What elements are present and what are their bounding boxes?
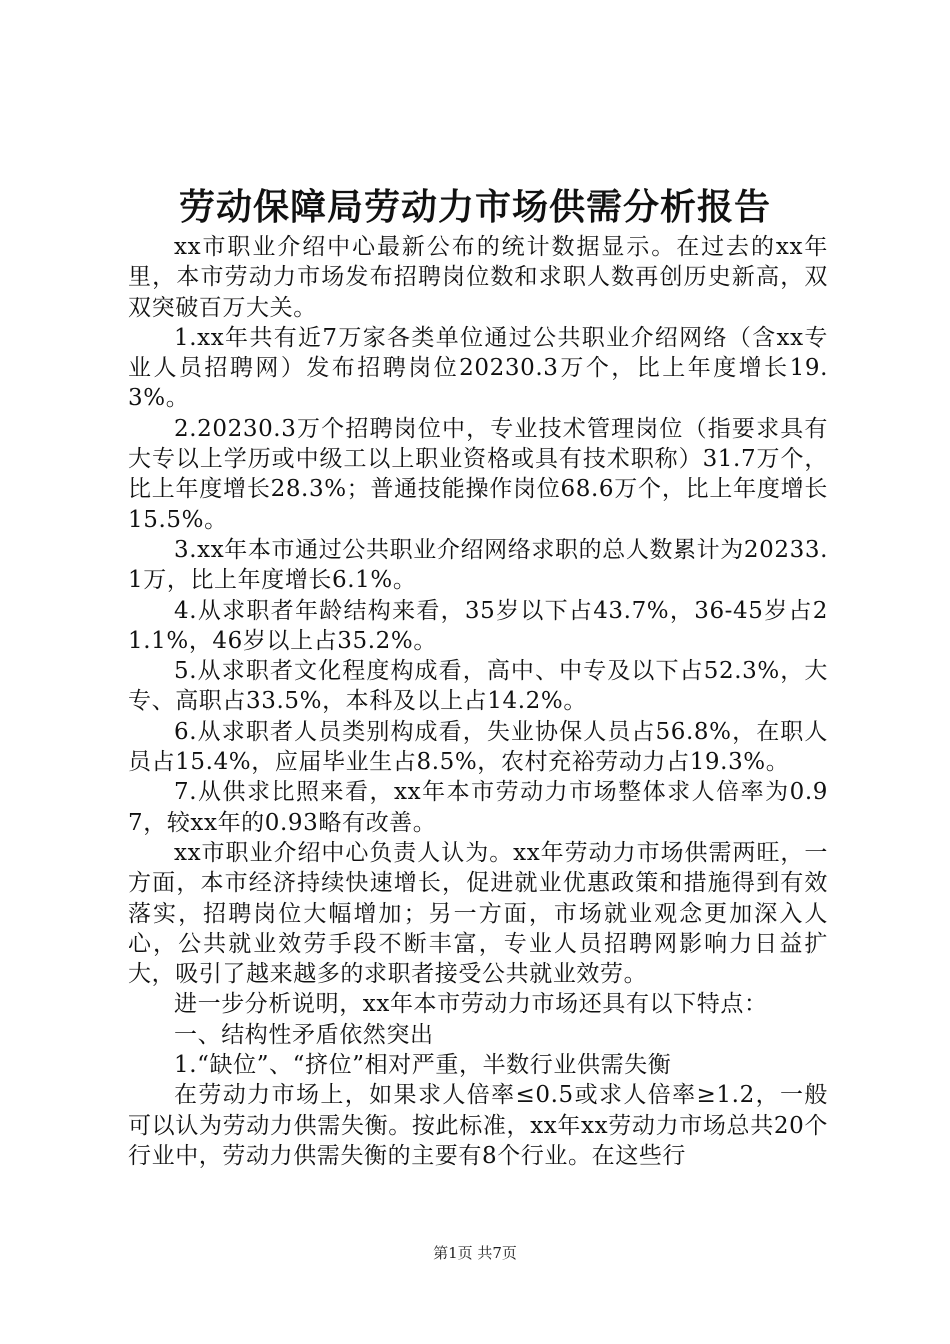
paragraph-item-1: 1.xx年共有近7万家各类单位通过公共职业介绍网络（含xx专业人员招聘网）发布招聘岗位20230.3万个，比上年度增长19.3%。: [128, 324, 828, 412]
paragraph-item-5: 5.从求职者文化程度构成看，高中、中专及以下占52.3%，大专、高职占33.5%，本科及以上占14.2%。: [128, 658, 828, 715]
paragraph-item-7: 7.从供求比照来看，xx年本市劳动力市场整体求人倍率为0.97，较xx年的0.93略有改善。: [128, 779, 828, 836]
paragraph-item-2: 2.20230.3万个招聘岗位中，专业技术管理岗位（指要求具有大专以上学历或中级工以上职业资格或具有技术职称）31.7万个，比上年度增长28.3%；普通技能操作岗位68.6万个，比上年度增长15.5%。: [128, 415, 828, 533]
section-heading: 一、结构性矛盾依然突出: [174, 1021, 434, 1048]
paragraph-analysis: xx市职业介绍中心负责人认为。xx年劳动力市场供需两旺，一方面，本市经济持续快速增长，促进就业优惠政策和措施得到有效落实，招聘岗位大幅增加；另一方面，市场就业观念更加深入人心，公共就业效劳手段不断丰富，专业人员招聘网影响力日益扩大，吸引了越来越多的求职者接受公共就业效劳。: [128, 839, 828, 988]
subsection-heading: 1.“缺位”、“挤位”相对严重，半数行业供需失衡: [174, 1052, 672, 1079]
paragraph-item-6: 6.从求职者人员类别构成看，失业协保人员占56.8%，在职人员占15.4%，应届毕业生占8.5%，农村充裕劳动力占19.3%。: [128, 718, 828, 776]
page-number-footer: 第1页 共7页: [433, 1244, 517, 1262]
document-body: [128, 232, 828, 1171]
document-title: 劳动保障局劳动力市场供需分析报告: [178, 186, 771, 228]
paragraph-item-4: 4.从求职者年龄结构来看，35岁以下占43.7%，36-45岁占21.1%，46岁以上占35.2%。: [128, 597, 828, 654]
paragraph-features-intro: 进一步分析说明，xx年本市劳动力市场还具有以下特点：: [174, 991, 768, 1018]
paragraph-imbalance: 在劳动力市场上，如果求人倍率≤0.5或求人倍率≥1.2，一般可以认为劳动力供需失衡。按此标准，xx年xx劳动力市场总共20个行业中，劳动力供需失衡的主要有8个行业。在这些行: [128, 1082, 828, 1169]
paragraph-intro: xx市职业介绍中心最新公布的统计数据显示。在过去的xx年里，本市劳动力市场发布招聘岗位数和求职人数再创历史新高，双双突破百万大关。: [128, 234, 828, 321]
paragraph-item-3: 3.xx年本市通过公共职业介绍网络求职的总人数累计为20233.1万，比上年度增长6.1%。: [128, 536, 828, 594]
